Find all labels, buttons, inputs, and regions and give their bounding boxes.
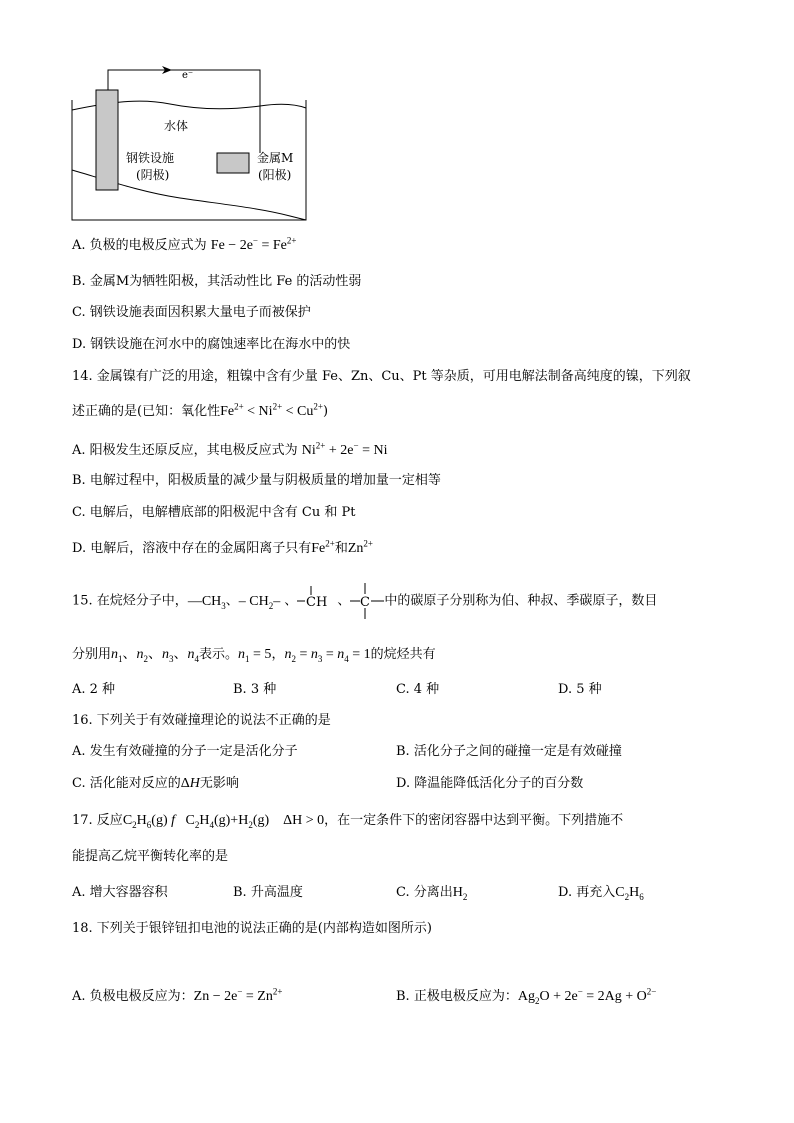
q17-option-c: C. 分离出$H_2$ xyxy=(396,885,468,902)
q13-option-d: D. 钢铁设施在河水中的腐蚀速率比在海水中的快 xyxy=(72,337,351,352)
q15-option-c: C. 4 种 xyxy=(396,682,440,697)
steel-facility-rod xyxy=(96,90,118,190)
q16-option-a: A. 发生有效碰撞的分子一定是活化分子 xyxy=(72,744,298,759)
metal-m-block xyxy=(217,153,249,173)
q18-option-a: A. 负极电极反应为：$Zn - 2e^- = Zn^{2+}$ xyxy=(72,986,283,1004)
q17-option-b: B. 升高温度 xyxy=(233,885,303,900)
q17-stem-line1: 17. 反应$C_2H_6(g)$ f $C_2H_4(g)+H_2(g)$ ΔH > 0，在一定条件下的密闭容器中达到平衡。下列措施不 xyxy=(72,813,624,830)
water-label: 水体 xyxy=(164,119,189,133)
steel-label-1: 钢铁设施 xyxy=(126,151,175,165)
quaternary-group xyxy=(350,592,384,610)
q15-stem-line2: 分别用$n_1$、$n_2$、$n_3$、$n_4$表示。$n_1 = 5$，$n_2 = n_3 = n_4 = 1$的烷烃共有 xyxy=(72,647,436,664)
q13-option-c: C. 钢铁设施表面因积累大量电子而被保护 xyxy=(72,305,311,320)
q16-option-d: D. 降温能降低活化分子的百分数 xyxy=(396,776,584,791)
metal-label-2: (阳极) xyxy=(258,168,292,182)
q14-stem-line2: 述正确的是(已知：氧化性$Fe^{2+} < Ni^{2+} < Cu^{2+}$) xyxy=(72,401,329,419)
svg-text:CH: CH xyxy=(306,595,328,610)
q14-option-a: A. 阳极发生还原反应，其电极反应式为 $Ni^{2+} + 2e^- = Ni$ xyxy=(72,440,388,458)
q16-option-c: C. 活化能对反应的ΔH无影响 xyxy=(72,776,239,791)
q16-stem: 16. 下列关于有效碰撞理论的说法不正确的是 xyxy=(72,713,331,728)
q15-option-b: B. 3 种 xyxy=(233,682,277,697)
q13-option-b: B. 金属M为牺牲阳极，其活动性比 Fe 的活动性弱 xyxy=(72,274,362,289)
methine-group xyxy=(297,592,337,610)
q18-stem: 18. 下列关于银锌钮扣电池的说法正确的是(内部构造如图所示) xyxy=(72,921,432,936)
q15-option-a: A. 2 种 xyxy=(72,682,116,697)
q17-stem-line2: 能提高乙烷平衡转化率的是 xyxy=(72,849,229,864)
electron-label: e⁻ xyxy=(182,70,194,81)
svg-text:C: C xyxy=(360,595,371,610)
q13-option-a: A. 负极的电极反应式为 $Fe - 2e^- = Fe^{2+}$ xyxy=(72,235,297,253)
q17-option-d: D. 再充入$C_2H_6$ xyxy=(558,885,644,902)
q17-option-a: A. 增大容器容积 xyxy=(72,885,168,900)
q14-stem-line1: 14. 金属镍有广泛的用途，粗镍中含有少量 Fe、Zn、Cu、Pt 等杂质，可用电解法制备高纯度的镍，下列叙 xyxy=(72,369,691,384)
q14-option-d: D. 电解后，溶液中存在的金属阳离子只有$Fe^{2+}$和$Zn^{2+}$ xyxy=(72,538,373,556)
q18-option-b: B. 正极电极反应为：$Ag_2O + 2e^- = 2Ag + O^{2-}$ xyxy=(396,986,657,1006)
q16-option-b: B. 活化分子之间的碰撞一定是有效碰撞 xyxy=(396,744,622,759)
steel-label-2: (阴极) xyxy=(136,168,170,182)
q14-option-b: B. 电解过程中，阳极质量的减少量与阴极质量的增加量一定相等 xyxy=(72,473,441,488)
metal-label-1: 金属M xyxy=(257,151,294,165)
connecting-wire xyxy=(108,70,260,153)
corrosion-protection-diagram xyxy=(60,58,320,228)
q14-option-c: C. 电解后，电解槽底部的阳极泥中含有 Cu 和 Pt xyxy=(72,505,356,520)
q15-option-d: D. 5 种 xyxy=(558,682,602,697)
q15-stem-line1: 15. 在烷烃分子中，$—CH_3$、– $CH_2-$ 、 CH 、 C 中的碳原子分别称为伯、种叔、季碳原子，数目 xyxy=(72,593,658,611)
